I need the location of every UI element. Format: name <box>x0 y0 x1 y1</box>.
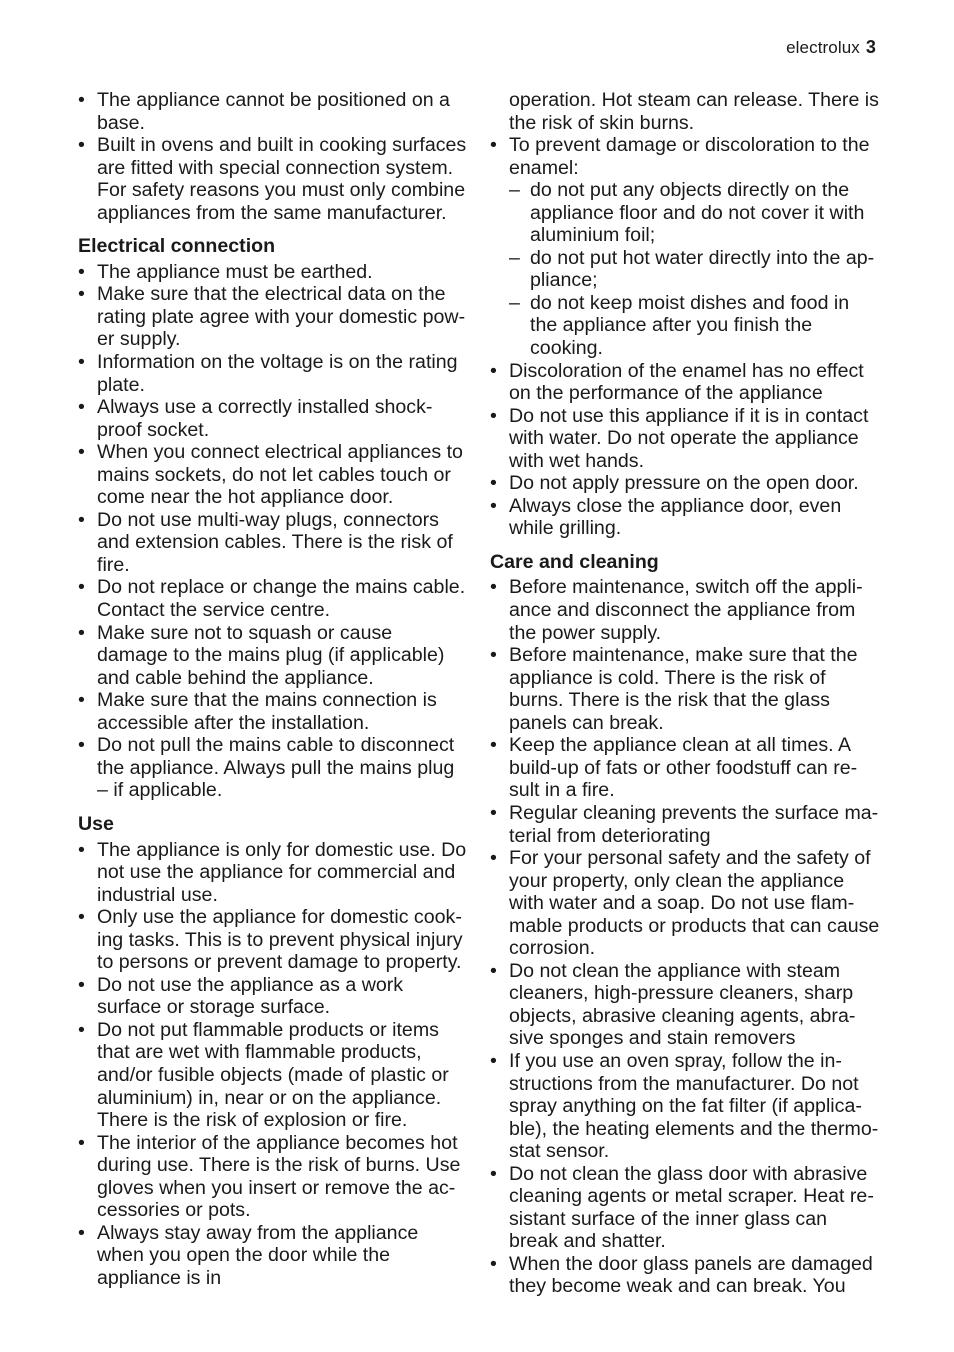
list-item: • Make sure not to squash or cause damage to the mains plug (if applicable) and cable behind the appliance. <box>78 622 468 690</box>
list-item: • Do not put flammable products or items that are wet with flammable products, and/or fusible objects (made of plastic or aluminium) in, near or on the appliance. There is the risk of explosion or fire. <box>78 1019 468 1132</box>
dash-list <box>509 179 880 359</box>
brand-name: electrolux <box>786 38 860 57</box>
list-item: • Do not apply pressure on the open door. <box>490 472 880 495</box>
care-list <box>490 576 880 1298</box>
list-item: • Make sure that the electrical data on the rating plate agree with your domestic pow-er supply. <box>78 283 468 351</box>
section-heading-use: Use <box>78 812 114 835</box>
list-item: • Do not replace or change the mains cable. Contact the service centre. <box>78 576 468 621</box>
use-list <box>78 839 468 1290</box>
continued-text: operation. Hot steam can release. There is the risk of skin burns. <box>509 89 879 134</box>
list-item: • Before maintenance, switch off the appli-ance and disconnect the appliance from the power supply. <box>490 576 880 644</box>
list-item: • Information on the voltage is on the rating plate. <box>78 351 468 396</box>
list-item: • Do not pull the mains cable to disconnect the appliance. Always pull the mains plug – if applicable. <box>78 734 468 802</box>
electrical-list <box>78 261 468 802</box>
list-item: • When the door glass panels are damaged they become weak and can break. You <box>490 1253 880 1298</box>
list-item-text: To prevent damage or discoloration to the enamel: <box>509 134 870 179</box>
list-item: • Only use the appliance for domestic cook-ing tasks. This is to prevent physical injury to persons or prevent damage to property. <box>78 906 468 974</box>
list-item: • Do not use this appliance if it is in contact with water. Do not operate the appliance with wet hands. <box>490 405 880 473</box>
list-item: • The appliance must be earthed. <box>78 261 468 284</box>
list-item: • Regular cleaning prevents the surface ma-terial from deteriorating <box>490 802 880 847</box>
right-column <box>490 89 880 1298</box>
list-item: • If you use an oven spray, follow the in-structions from the manufacturer. Do not spray anything on the fat filter (if applica-ble), the heating elements and the thermo-stat sensor. <box>490 1050 880 1163</box>
page-header <box>786 37 876 58</box>
list-item: • The appliance is only for domestic use. Do not use the appliance for commercial and industrial use. <box>78 839 468 907</box>
list-item: • Discoloration of the enamel has no effect on the performance of the appliance <box>490 360 880 405</box>
list-item: • Do not clean the glass door with abrasive cleaning agents or metal scraper. Heat re-sistant surface of the inner glass can break and shatter. <box>490 1163 880 1253</box>
list-item: • The appliance cannot be positioned on a base. <box>78 89 468 134</box>
list-item: • Built in ovens and built in cooking surfaces are fitted with special connection system. For safety reasons you must only combine appliances from the same manufacturer. <box>78 134 468 224</box>
list-item: • For your personal safety and the safety of your property, only clean the appliance with water and a soap. Do not use flam-mable products or products that can cause corrosion. <box>490 847 880 960</box>
page-number: 3 <box>865 37 876 57</box>
dash-item: – do not put any objects directly on the appliance floor and do not cover it with aluminium foil; <box>509 179 880 247</box>
list-item <box>490 134 880 359</box>
list-item: • Keep the appliance clean at all times. A build-up of fats or other foodstuff can re-sult in a fire. <box>490 734 880 802</box>
list-item: • Always stay away from the appliance when you open the door while the appliance is in <box>78 1222 468 1290</box>
dash-item: – do not keep moist dishes and food in the appliance after you finish the cooking. <box>509 292 880 360</box>
dash-item: – do not put hot water directly into the ap-pliance; <box>509 247 880 292</box>
list-item: • Always close the appliance door, even while grilling. <box>490 495 880 540</box>
list-item: • Do not clean the appliance with steam cleaners, high-pressure cleaners, sharp objects, abrasive cleaning agents, abra-sive sponges and stain removers <box>490 960 880 1050</box>
list-item: • Do not use the appliance as a work surface or storage surface. <box>78 974 468 1019</box>
list-item: • The interior of the appliance becomes hot during use. There is the risk of burns. Use gloves when you insert or remove the ac-cessories or pots. <box>78 1132 468 1222</box>
section-heading-electrical: Electrical connection <box>78 235 276 258</box>
list-item: • Do not use multi-way plugs, connectors and extension cables. There is the risk of fire. <box>78 509 468 577</box>
list-item: • Make sure that the mains connection is accessible after the installation. <box>78 689 468 734</box>
list-item: • Before maintenance, make sure that the appliance is cold. There is the risk of burns. There is the risk that the glass panels can break. <box>490 644 880 734</box>
list-item: • Always use a correctly installed shock-proof socket. <box>78 396 468 441</box>
left-column <box>78 89 468 1289</box>
list-item: • When you connect electrical appliances to mains sockets, do not let cables touch or come near the hot appliance door. <box>78 441 468 509</box>
enamel-list <box>490 134 880 540</box>
section-heading-care: Care and cleaning <box>490 550 659 573</box>
intro-list <box>78 89 468 224</box>
